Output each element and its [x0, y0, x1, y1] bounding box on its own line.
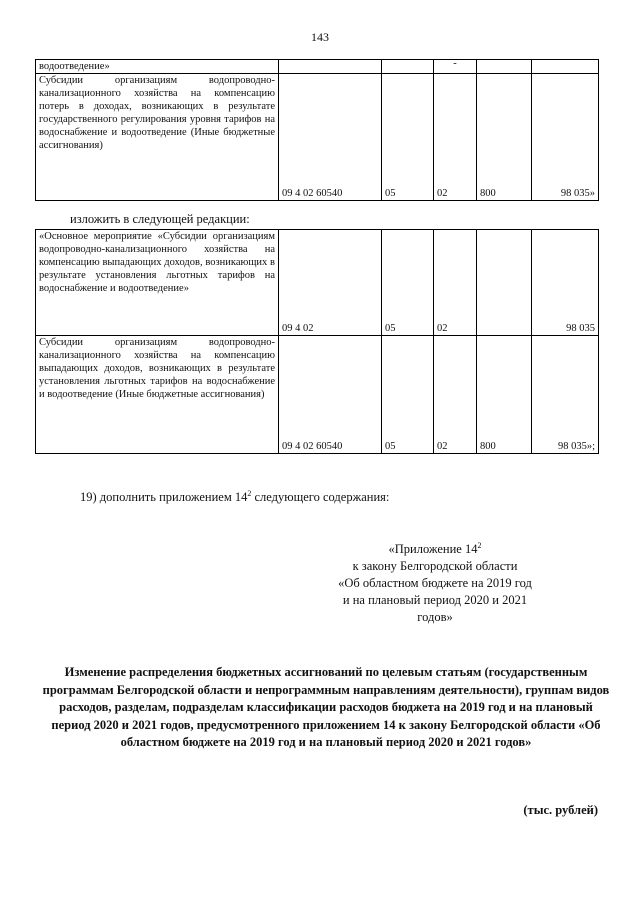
- table-row: [36, 336, 599, 454]
- expense-type-code: [477, 230, 532, 336]
- expense-type-code: [477, 60, 532, 74]
- row-description: Субсидии организациям водопроводно-канализационного хозяйства на компенсацию потерь в доходах, возникающих в результате государственного регулирования уровня тарифов на водоснабжение и водоотведение (Иные бюджетные ассигнования): [36, 74, 279, 201]
- table-row: [36, 74, 599, 201]
- appendix-line: и на плановый период 2020 и 2021: [342, 593, 528, 607]
- appendix-header: [270, 541, 600, 626]
- units-label: (тыс. рублей): [523, 803, 598, 817]
- row-description: «Основное мероприятие «Субсидии организациям водопроводно-канализационного хозяйства на компенсацию выпадающих доходов, возникающих в результате установления льготных тарифов на водоснабжение и водоотведение»: [36, 230, 279, 336]
- amount-value: 98 035: [532, 230, 599, 336]
- row-description: водоотведение»: [36, 60, 279, 74]
- appendix-title-sup: 2: [477, 540, 482, 550]
- subsection-code: 02: [434, 230, 477, 336]
- subsection-code: 02: [434, 74, 477, 201]
- section-code: 05: [382, 336, 434, 454]
- amount-value: [532, 60, 599, 74]
- table-row: [36, 60, 599, 74]
- item-19-sup: 2: [247, 488, 252, 498]
- target-code: 09 4 02 60540: [279, 74, 382, 201]
- subsection-code: -: [434, 60, 477, 74]
- appendix-title: [270, 541, 600, 558]
- subsection-code: 02: [434, 336, 477, 454]
- expense-type-code: 800: [477, 74, 532, 201]
- amount-value: 98 035»;: [532, 336, 599, 454]
- amount-value: 98 035»: [532, 74, 599, 201]
- target-code: [279, 60, 382, 74]
- appendix-title-text: «Приложение 14: [388, 542, 478, 556]
- intro-text: изложить в следующей редакции:: [70, 212, 250, 226]
- row-description: Субсидии организациям водопроводно-канализационного хозяйства на компенсацию выпадающих доходов, возникающих в результате установления льготных тарифов на водоснабжение и водоотведение (Иные бюджетные ассигнования): [36, 336, 279, 454]
- appendix-line: к закону Белгородской области: [352, 559, 518, 573]
- budget-table-old: [35, 59, 599, 201]
- item-19-text: [80, 490, 389, 505]
- target-code: 09 4 02 60540: [279, 336, 382, 454]
- section-code: 05: [382, 230, 434, 336]
- appendix-line: годов»: [417, 610, 453, 624]
- budget-table-new: [35, 229, 599, 454]
- appendix-line: «Об областном бюджете на 2019 год: [338, 576, 532, 590]
- table-row: [36, 230, 599, 336]
- document-heading: Изменение распределения бюджетных ассигнований по целевым статьям (государственным программам Белгородской области и непрограммным направлениям деятельности), группам видов расходов, разделам, подразделам классификации расходов бюджета на 2019 год и на плановый период 2020 и 2021 годов, предусмотренного приложением 14 к закону Белгородской области «Об областном бюджете на 2019 год и на плановый период 2020 и 2021 годов»: [42, 665, 610, 749]
- page-number: 143: [311, 30, 329, 44]
- target-code: 09 4 02: [279, 230, 382, 336]
- item-19-rest: следующего содержания:: [251, 490, 390, 504]
- item-19-lead: 19) дополнить приложением 14: [80, 490, 248, 504]
- section-code: [382, 60, 434, 74]
- section-code: 05: [382, 74, 434, 201]
- expense-type-code: 800: [477, 336, 532, 454]
